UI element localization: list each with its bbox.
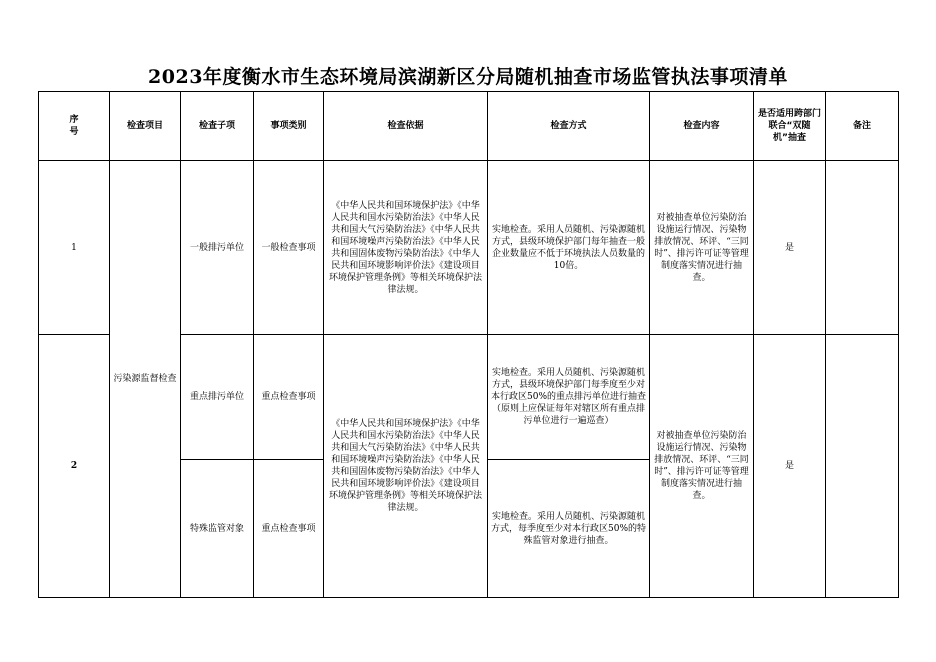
row1-joint: 是 xyxy=(754,161,826,335)
page-title: 2023年度衡水市生态环境局滨湖新区分局随机抽查市场监管执法事项清单 xyxy=(148,66,788,88)
row1-seq: 1 xyxy=(39,161,110,335)
header-joint: 是否适用跨部门联合“双随机”抽查 xyxy=(754,92,826,161)
header-method: 检查方式 xyxy=(488,92,650,161)
row2a-subitem: 重点排污单位 xyxy=(181,335,254,460)
row1-subitem: 一般排污单位 xyxy=(181,161,254,335)
inspection-table xyxy=(38,91,899,598)
item-name-cell: 污染源监督检查 xyxy=(110,161,181,598)
row1-method: 实地检查。采用人员随机、污染源随机方式，县级环境保护部门每年抽查一般企业数量应不低于环境执法人员数量的10倍。 xyxy=(488,161,650,335)
header-item: 检查项目 xyxy=(110,92,181,161)
row2b-method: 实地检查。采用人员随机、污染源随机方式，每季度至少对本行政区50%的特殊监管对象进行抽查。 xyxy=(488,460,650,598)
row2a-method: 实地检查。采用人员随机、污染源随机方式，县级环境保护部门每季度至少对本行政区50%的重点排污单位进行抽查（原则上应保证每年对辖区所有重点排污单位进行一遍巡查） xyxy=(488,335,650,460)
row2-joint: 是 xyxy=(754,335,826,598)
row1-note xyxy=(826,161,899,335)
header-content: 检查内容 xyxy=(650,92,754,161)
header-basis: 检查依据 xyxy=(324,92,488,161)
table-row xyxy=(39,161,899,335)
row1-basis: 《中华人民共和国环境保护法》《中华人民共和国水污染防治法》《中华人民共和国大气污染防治法》《中华人民共和国环境噪声污染防治法》《中华人民共和国固体废物污染防治法》《中华人民共和国环境影响评价法》《建设项目环境保护管理条例》等相关环境保护法律法规。 xyxy=(324,161,488,335)
header-seq: 序 号 xyxy=(39,92,110,161)
row2-seq: 2 xyxy=(39,335,110,598)
row2b-category: 重点检查事项 xyxy=(254,460,324,598)
row2b-subitem: 特殊监管对象 xyxy=(181,460,254,598)
row2-content: 对被抽查单位污染防治设施运行情况、污染物排放情况、环评、“三同时”、排污许可证等管理制度落实情况进行抽查。 xyxy=(650,335,754,598)
row1-category: 一般检查事项 xyxy=(254,161,324,335)
table-header-row xyxy=(39,92,899,161)
row2-note xyxy=(826,335,899,598)
row2-basis: 《中华人民共和国环境保护法》《中华人民共和国水污染防治法》《中华人民共和国大气污染防治法》《中华人民共和国环境噪声污染防治法》《中华人民共和国固体废物污染防治法》《中华人民共和国环境影响评价法》《建设项目环境保护管理条例》等相关环境保护法律法规。 xyxy=(324,335,488,598)
row1-content: 对被抽查单位污染防治设施运行情况、污染物排放情况、环评、“三同时”、排污许可证等管理制度落实情况进行抽查。 xyxy=(650,161,754,335)
row2a-category: 重点检查事项 xyxy=(254,335,324,460)
header-subitem: 检查子项 xyxy=(181,92,254,161)
header-note: 备注 xyxy=(826,92,899,161)
header-category: 事项类别 xyxy=(254,92,324,161)
